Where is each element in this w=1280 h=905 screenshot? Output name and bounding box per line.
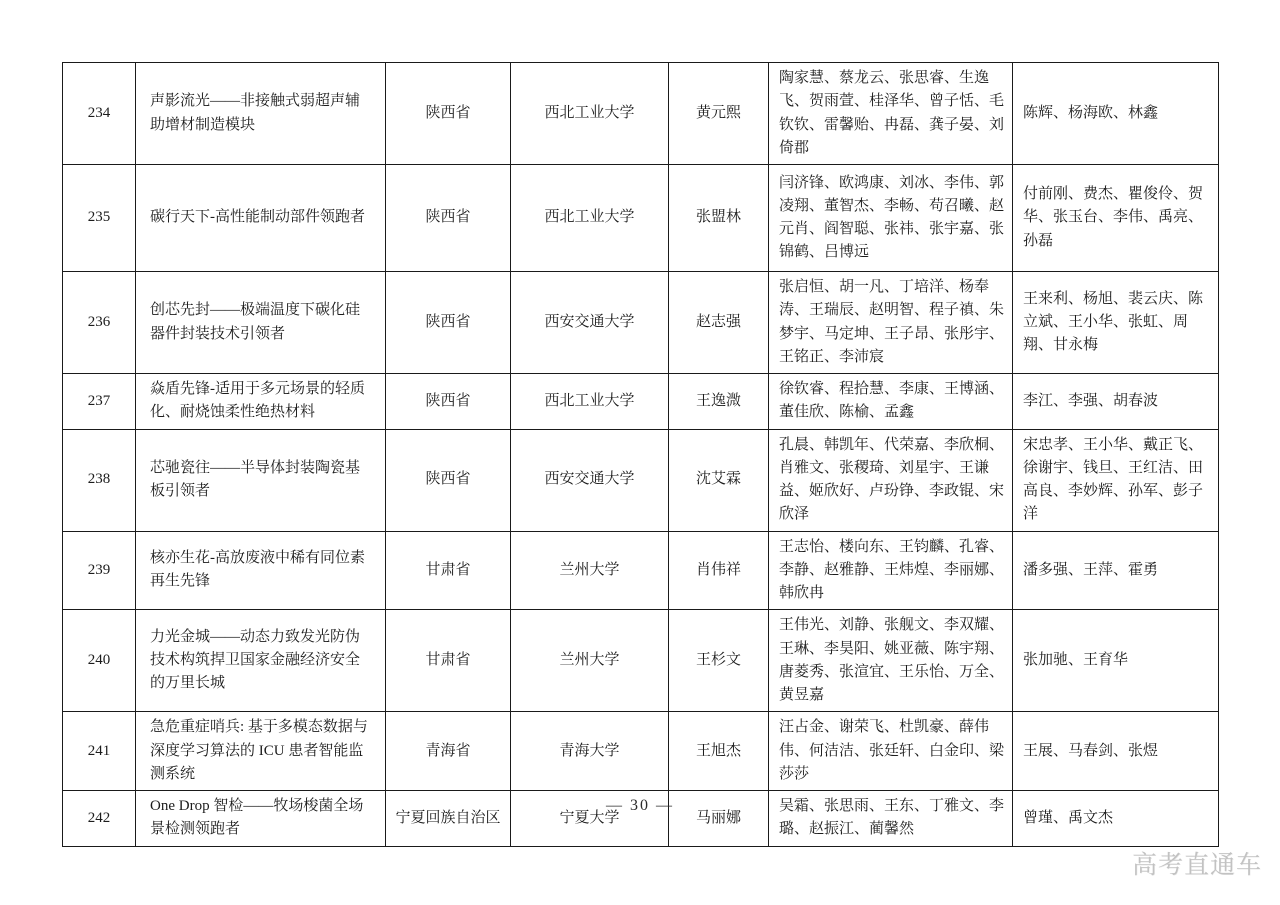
team-members: 吴霜、张思雨、王东、丁雅文、李璐、赵振江、蔺馨然 (769, 791, 1013, 847)
team-members: 陶家慧、蔡龙云、张思睿、生逸飞、贺雨萱、桂泽华、曾子恬、毛钦钦、雷馨贻、冉磊、龚子晏、刘倚郡 (769, 63, 1013, 165)
team-members: 孔晨、韩凯年、代荣嘉、李欣桐、肖雅文、张稷琦、刘星宇、王谦益、姬欣好、卢玢铮、李政锟、宋欣泽 (769, 429, 1013, 531)
team-leader: 黄元熙 (669, 63, 769, 165)
team-members: 徐钦睿、程拾慧、李康、王博涵、董佳欣、陈榆、孟鑫 (769, 374, 1013, 430)
team-leader: 马丽娜 (669, 791, 769, 847)
row-number: 235 (63, 165, 136, 272)
province: 甘肃省 (386, 610, 511, 712)
row-number: 239 (63, 531, 136, 610)
row-number: 237 (63, 374, 136, 430)
watermark-text: 高考直通车 (1131, 851, 1262, 879)
table-row (63, 531, 1219, 610)
team-members: 张启恒、胡一凡、丁培洋、杨奉涛、王瑞辰、赵明智、程子禛、朱梦宇、马定坤、王子昂、张彤宇、王铭正、李沛宸 (769, 272, 1013, 374)
team-members: 王志怡、楼向东、王钧麟、孔睿、李静、赵雅静、王炜煌、李丽娜、韩欣冉 (769, 531, 1013, 610)
university: 西北工业大学 (511, 165, 669, 272)
advisors: 王展、马春剑、张煜 (1013, 712, 1219, 791)
team-leader: 肖伟祥 (669, 531, 769, 610)
project-name: 创芯先封——极端温度下碳化硅器件封装技术引领者 (136, 272, 386, 374)
province: 宁夏回族自治区 (386, 791, 511, 847)
advisors: 王来利、杨旭、裴云庆、陈立斌、王小华、张虹、周翔、甘永梅 (1013, 272, 1219, 374)
team-leader: 王旭杰 (669, 712, 769, 791)
table-row (63, 712, 1219, 791)
row-number: 240 (63, 610, 136, 712)
team-leader: 沈艾霖 (669, 429, 769, 531)
project-name: 力光金城——动态力致发光防伪技术构筑捍卫国家金融经济安全的万里长城 (136, 610, 386, 712)
advisors: 付前刚、费杰、瞿俊伶、贺华、张玉台、李伟、禹亮、孙磊 (1013, 165, 1219, 272)
advisors: 陈辉、杨海欧、林鑫 (1013, 63, 1219, 165)
province: 陕西省 (386, 429, 511, 531)
project-name: 芯驰瓷往——半导体封装陶瓷基板引领者 (136, 429, 386, 531)
university: 西北工业大学 (511, 374, 669, 430)
university: 兰州大学 (511, 610, 669, 712)
row-number: 242 (63, 791, 136, 847)
table-row (63, 272, 1219, 374)
project-name: 急危重症哨兵: 基于多模态数据与深度学习算法的 ICU 患者智能监测系统 (136, 712, 386, 791)
table-row (63, 63, 1219, 165)
row-number: 238 (63, 429, 136, 531)
project-name: 焱盾先锋-适用于多元场景的轻质化、耐烧蚀柔性绝热材料 (136, 374, 386, 430)
province: 陕西省 (386, 63, 511, 165)
award-list-table (62, 62, 1219, 847)
document-page (62, 62, 1218, 847)
province: 陕西省 (386, 272, 511, 374)
team-members: 王伟光、刘静、张舰文、李双耀、王琳、李昊阳、姚亚薇、陈宇翔、唐菱秀、张渲宜、王乐怡、万全、黄昱嘉 (769, 610, 1013, 712)
project-name: 核亦生花-高放废液中稀有同位素再生先锋 (136, 531, 386, 610)
university: 青海大学 (511, 712, 669, 791)
project-name: 碳行天下-高性能制动部件领跑者 (136, 165, 386, 272)
province: 甘肃省 (386, 531, 511, 610)
row-number: 241 (63, 712, 136, 791)
team-leader: 王逸溦 (669, 374, 769, 430)
advisors: 李江、李强、胡春波 (1013, 374, 1219, 430)
row-number: 236 (63, 272, 136, 374)
table-row (63, 374, 1219, 430)
page-number: — 30 — (606, 797, 674, 814)
university: 兰州大学 (511, 531, 669, 610)
row-number: 234 (63, 63, 136, 165)
university: 西安交通大学 (511, 272, 669, 374)
team-members: 闫济锋、欧鸿康、刘冰、李伟、郭凌翔、董智杰、李畅、苟召曦、赵元肖、阎智聪、张祎、张宇嘉、张锦鹤、吕博远 (769, 165, 1013, 272)
table-row (63, 610, 1219, 712)
university: 宁夏大学 (511, 791, 669, 847)
advisors: 宋忠孝、王小华、戴正飞、徐谢宇、钱旦、王红洁、田高良、李妙辉、孙军、彭子洋 (1013, 429, 1219, 531)
table-row (63, 429, 1219, 531)
advisors: 潘多强、王萍、霍勇 (1013, 531, 1219, 610)
team-leader: 王杉文 (669, 610, 769, 712)
university: 西北工业大学 (511, 63, 669, 165)
project-name: One Drop 智检——牧场梭菌全场景检测领跑者 (136, 791, 386, 847)
team-members: 汪占金、谢荣飞、杜凯豪、薛伟伟、何洁洁、张廷轩、白金印、梁莎莎 (769, 712, 1013, 791)
team-leader: 赵志强 (669, 272, 769, 374)
team-leader: 张盟林 (669, 165, 769, 272)
province: 陕西省 (386, 374, 511, 430)
project-name: 声影流光——非接触式弱超声辅助增材制造模块 (136, 63, 386, 165)
advisors: 张加驰、王育华 (1013, 610, 1219, 712)
university: 西安交通大学 (511, 429, 669, 531)
table-row (63, 165, 1219, 272)
province: 陕西省 (386, 165, 511, 272)
advisors: 曾瑾、禹文杰 (1013, 791, 1219, 847)
province: 青海省 (386, 712, 511, 791)
